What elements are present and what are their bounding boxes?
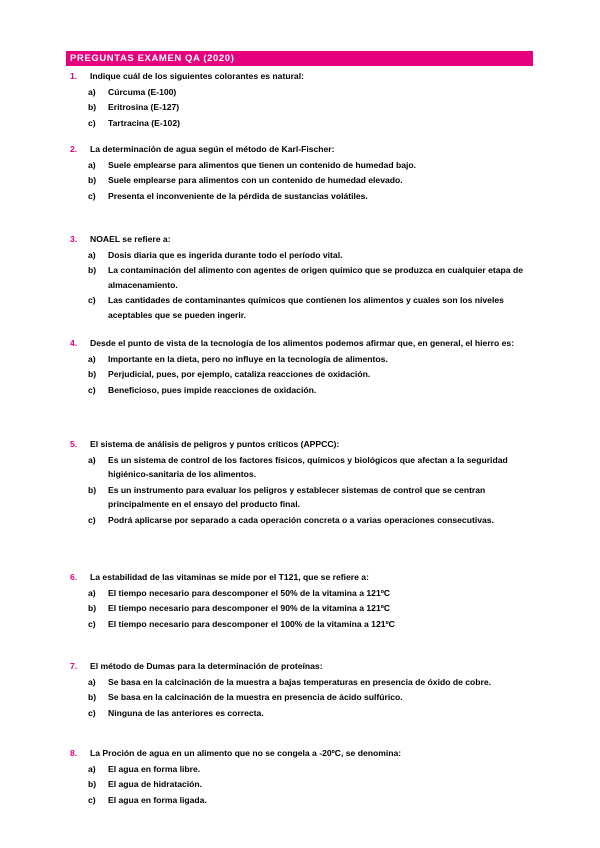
question-text: La determinación de agua según el método de Karl-Fischer: (90, 144, 335, 154)
question-text: El sistema de análisis de peligros y puntos críticos (APPCC): (90, 439, 340, 449)
option-b[interactable] (70, 690, 530, 705)
option-text: El agua en forma libre. (108, 763, 201, 774)
option-c[interactable] (70, 293, 530, 322)
option-letter: a) (88, 159, 96, 170)
option-text: Importante en la dieta, pero no influye en la tecnología de alimentos. (108, 353, 388, 364)
option-a[interactable] (70, 352, 530, 367)
question-text: La Proción de agua en un alimento que no se congela a -20ºC, se denomina: (90, 748, 402, 758)
option-letter: b) (88, 369, 97, 379)
option-letter: a) (88, 249, 96, 260)
option-letter: b) (88, 692, 97, 702)
option-letter: c) (88, 794, 96, 805)
option-a[interactable] (70, 762, 530, 777)
question-3 (70, 232, 530, 322)
question-number: 2. (70, 144, 78, 154)
option-text: Beneficioso, pues impide reacciones de oxidación. (108, 384, 317, 395)
option-text: Se basa en la calcinación de la muestra en presencia de ácido sulfúrico. (108, 692, 403, 702)
option-text: El tiempo necesario para descomponer el 100% de la vitamina a 121ºC (108, 618, 395, 629)
option-c[interactable] (70, 189, 530, 204)
page-title: PREGUNTAS EXAMEN QA (2020) (66, 51, 533, 66)
option-letter: c) (88, 295, 96, 305)
option-letter: b) (88, 102, 97, 112)
option-text: Suele emplearse para alimentos que tienen un contenido de humedad bajo. (108, 159, 417, 170)
option-letter: b) (88, 779, 97, 789)
option-letter: a) (88, 763, 96, 774)
option-text: Podrá aplicarse por separado a cada operación concreta o a varias operaciones consecutivas. (108, 514, 494, 525)
question-number: 6. (70, 572, 78, 582)
option-b[interactable] (70, 367, 530, 382)
option-b[interactable] (70, 483, 530, 512)
option-a[interactable] (70, 85, 530, 100)
option-text: El agua en forma ligada. (108, 794, 207, 805)
option-letter: c) (88, 117, 96, 128)
option-text: El tiempo necesario para descomponer el 90% de la vitamina a 121ºC (108, 603, 391, 613)
option-text: Suele emplearse para alimentos con un contenido de humedad elevado. (108, 175, 403, 185)
option-letter: c) (88, 190, 96, 201)
question-number: 1. (70, 71, 78, 81)
option-text: Perjudicial, pues, por ejemplo, cataliza reacciones de oxidación. (108, 369, 371, 379)
option-text: Tartracina (E-102) (108, 117, 180, 128)
question-1 (70, 69, 530, 130)
option-a[interactable] (70, 248, 530, 263)
option-c[interactable] (70, 706, 530, 721)
option-text: Cúrcuma (E-100) (108, 86, 177, 97)
option-letter: c) (88, 707, 96, 718)
question-text: Desde el punto de vista de la tecnología de los alimentos podemos afirmar que, en general, el hierro es: (90, 338, 515, 348)
option-letter: a) (88, 676, 96, 687)
question-number: 4. (70, 338, 78, 348)
option-c[interactable] (70, 116, 530, 131)
option-letter: a) (88, 587, 96, 598)
option-letter: c) (88, 618, 96, 629)
option-text: El tiempo necesario para descomponer el 50% de la vitamina a 121ºC (108, 587, 391, 598)
option-letter: a) (88, 86, 96, 97)
option-text: Las cantidades de contaminantes químicos que contienen los alimentos y cuales son los niveles aceptables que se pueden ingerir. (108, 295, 504, 320)
option-letter: b) (88, 484, 97, 495)
question-8 (70, 746, 530, 807)
option-letter: b) (88, 603, 97, 613)
option-text: Es un instrumento para evaluar los peligros y establecer sistemas de control que se centran principalmente en el ensayo del producto final. (108, 484, 486, 509)
option-letter: a) (88, 454, 96, 465)
option-c[interactable] (70, 513, 530, 528)
option-a[interactable] (70, 675, 530, 690)
option-text: Ninguna de las anteriores es correcta. (108, 707, 264, 718)
question-text: La estabilidad de las vitaminas se mide por el T121, que se refiere a: (90, 572, 369, 582)
option-letter: a) (88, 353, 96, 364)
option-letter: c) (88, 384, 96, 395)
question-number: 3. (70, 234, 78, 244)
option-b[interactable] (70, 601, 530, 616)
option-b[interactable] (70, 777, 530, 792)
question-text: Indique cuál de los siguientes colorantes es natural: (90, 71, 304, 81)
option-text: Dosis diaria que es ingerida durante todo el período vital. (108, 249, 343, 260)
option-b[interactable] (70, 173, 530, 188)
question-7 (70, 659, 530, 720)
option-c[interactable] (70, 383, 530, 398)
question-6 (70, 570, 530, 631)
option-text: Presenta el inconveniente de la pérdida de sustancias volátiles. (108, 190, 368, 201)
option-a[interactable] (70, 586, 530, 601)
option-b[interactable] (70, 263, 530, 292)
option-text: Se basa en la calcinación de la muestra a bajas temperaturas en presencia de óxido de cobre. (108, 676, 492, 687)
option-letter: b) (88, 265, 97, 275)
question-5 (70, 437, 530, 527)
question-4 (70, 336, 530, 397)
option-text: Es un sistema de control de los factores físicos, químicos y biológicos que afectan a la seguridad higiénico-sanitaria de los alimentos. (108, 454, 508, 479)
option-b[interactable] (70, 100, 530, 115)
option-c[interactable] (70, 617, 530, 632)
question-number: 5. (70, 439, 78, 449)
question-text: NOAEL se refiere a: (90, 234, 171, 244)
option-text: La contaminación del alimento con agentes de origen químico que se produzca en cualquier etapa de almacenamiento. (108, 265, 523, 290)
question-text: El método de Dumas para la determinación de proteínas: (90, 661, 323, 671)
option-text: Eritrosina (E-127) (108, 102, 180, 112)
question-number: 7. (70, 661, 78, 671)
option-a[interactable] (70, 453, 530, 482)
question-number: 8. (70, 748, 78, 758)
option-letter: b) (88, 175, 97, 185)
question-2 (70, 142, 530, 203)
option-letter: c) (88, 514, 96, 525)
option-c[interactable] (70, 793, 530, 808)
option-a[interactable] (70, 158, 530, 173)
option-text: El agua de hidratación. (108, 779, 203, 789)
